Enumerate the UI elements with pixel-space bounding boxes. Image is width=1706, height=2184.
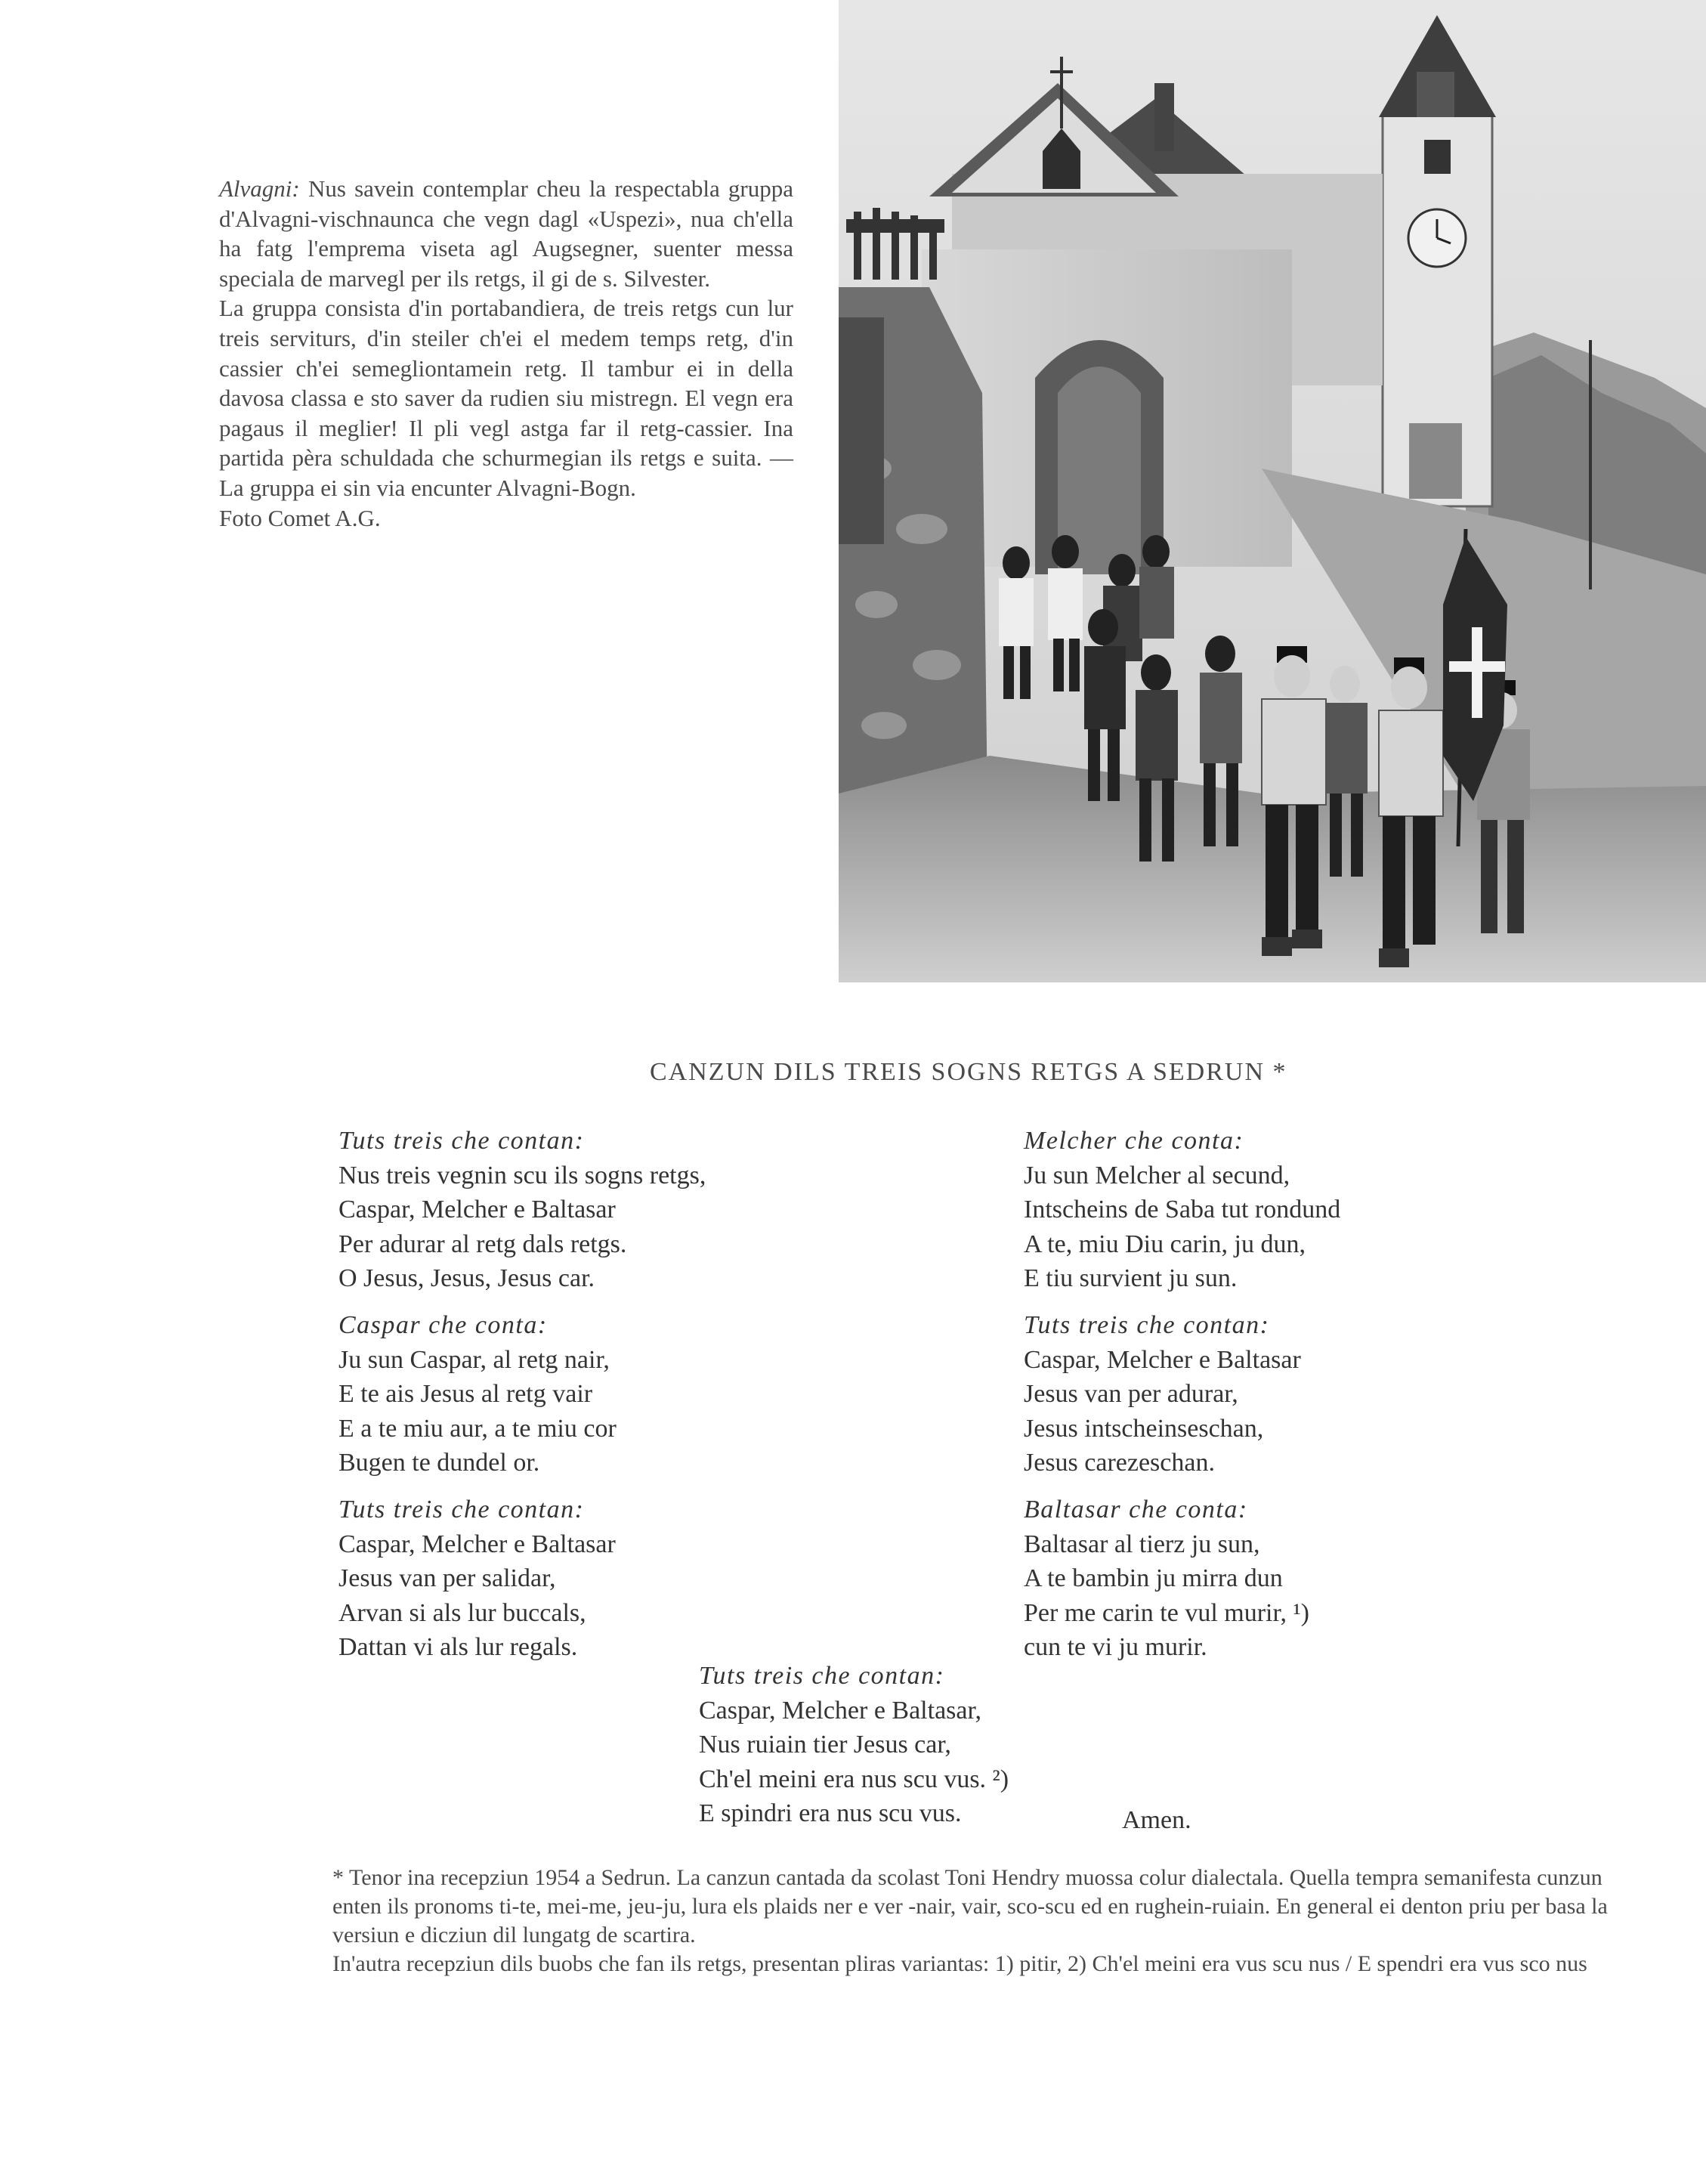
stanza-6	[1024, 1493, 1309, 1665]
stanza-1	[338, 1124, 706, 1296]
footnote	[332, 1864, 1624, 1978]
stanza-3	[338, 1493, 616, 1665]
stanza-speaker: Tuts treis che contan:	[1024, 1311, 1270, 1339]
stanza-line: Per adurar al retg dals retgs.	[338, 1230, 627, 1258]
stanza-line: A te bambin ju mirra dun	[1024, 1564, 1283, 1592]
photo-caption	[219, 174, 793, 533]
stanza-line: Nus ruiain tier Jesus car,	[699, 1731, 951, 1759]
stanza-line: Jesus van per salidar,	[338, 1564, 556, 1592]
stanza-line: Dattan vi als lur regals.	[338, 1633, 578, 1661]
caption-paragraph-2: La gruppa consista d'in portabandiera, de treis retgs cun lur treis serviturs, d'in steiler ch'ei el medem temps retg, d'in cassier ch'ei semegliontamein retg. Il tambur ei in della davosa classa e sto saver da rudien siu mistregn. El vegn era pagaus il meglier! Il pli vegl astga far il retg-cassier. Ina partida pèra schuldada che schurmegian ils retgs e suita. — La gruppa ei sin via encunter Alvagni-Bogn.	[219, 295, 793, 501]
stanza-line: Baltasar al tierz ju sun,	[1024, 1530, 1260, 1558]
amen: Amen.	[1122, 1806, 1191, 1834]
stanza-5	[1024, 1308, 1301, 1480]
stanza-2	[338, 1308, 617, 1480]
footnote-paragraph-1: * Tenor ina recepziun 1954 a Sedrun. La canzun cantada da scolast Toni Hendry muossa colur dialectala. Quella tempra semanifesta cunzun enten ils pronoms ti-te, mei-me, jeu-ju, lura els plaids ner e ver -nair, vair, sco-scu ed en rughein-ruiain. En general ei denton priu per basa la versiun e dicziun dil lungatg de scartira.	[332, 1865, 1608, 1947]
stanza-line: E te ais Jesus al retg vair	[338, 1380, 593, 1408]
stanza-speaker: Tuts treis che contan:	[699, 1662, 945, 1690]
stanza-line: Ju sun Caspar, al retg nair,	[338, 1345, 610, 1374]
procession-photo	[839, 0, 1706, 982]
stanza-line: Nus treis vegnin scu ils sogns retgs,	[338, 1161, 706, 1189]
stanza-speaker: Tuts treis che contan:	[338, 1496, 585, 1524]
stanza-line: Arvan si als lur buccals,	[338, 1598, 586, 1627]
stanza-line: Caspar, Melcher e Baltasar,	[699, 1696, 981, 1725]
stanza-line: Caspar, Melcher e Baltasar	[338, 1196, 616, 1223]
stanza-line: Jesus intscheinseschan,	[1024, 1414, 1264, 1443]
stanza-line: Caspar, Melcher e Baltasar	[1024, 1345, 1301, 1374]
stanza-speaker: Melcher che conta:	[1024, 1127, 1244, 1155]
stanza-4	[1024, 1124, 1340, 1296]
stanza-line: Jesus van per adurar,	[1024, 1380, 1238, 1408]
stanza-line: O Jesus, Jesus, Jesus car.	[338, 1264, 595, 1292]
stanza-line: cun te vi ju murir.	[1024, 1633, 1207, 1661]
caption-lead: Alvagni:	[219, 175, 300, 202]
song-title: CANZUN DILS TREIS SOGNS RETGS A SEDRUN *	[650, 1058, 1287, 1086]
footnote-paragraph-2: In'autra recepziun dils buobs che fan ils retgs, presentan pliras variantas: 1) pitir, 2) Ch'el meini era vus scu nus / E spendri era vus sco nus	[332, 1951, 1587, 1976]
stanza-line: E tiu survient ju sun.	[1024, 1264, 1238, 1292]
stanza-speaker: Caspar che conta:	[338, 1311, 548, 1339]
stanza-speaker: Baltasar che conta:	[1024, 1496, 1248, 1524]
stanza-7	[699, 1659, 1009, 1831]
stanza-line: Jesus carezeschan.	[1024, 1449, 1215, 1477]
stanza-line: E a te miu aur, a te miu cor	[338, 1414, 617, 1443]
stanza-line: Ch'el meini era nus scu vus. ²)	[699, 1765, 1009, 1793]
stanza-speaker: Tuts treis che contan:	[338, 1127, 585, 1155]
stanza-line: Caspar, Melcher e Baltasar	[338, 1530, 616, 1558]
stanza-line: A te, miu Diu carin, ju dun,	[1024, 1230, 1306, 1258]
stanza-line: Per me carin te vul murir, ¹)	[1024, 1598, 1309, 1627]
stanza-line: Intscheins de Saba tut rondund	[1024, 1196, 1341, 1223]
photo-credit: Foto Comet A.G.	[219, 504, 381, 531]
caption-paragraph-1: Nus savein contemplar cheu la respectabla gruppa d'Alvagni-vischnaunca che vegn dagl «Uspezi», nua ch'ella ha fatg l'emprema viseta agl Augsegner, suenter messa speciala de marvegl per ils retgs, il gi de s. Silvester.	[219, 175, 794, 292]
stanza-line: E spindri era nus scu vus.	[699, 1799, 962, 1827]
stanza-line: Ju sun Melcher al secund,	[1024, 1161, 1290, 1189]
stanza-line: Bugen te dundel or.	[338, 1449, 540, 1477]
